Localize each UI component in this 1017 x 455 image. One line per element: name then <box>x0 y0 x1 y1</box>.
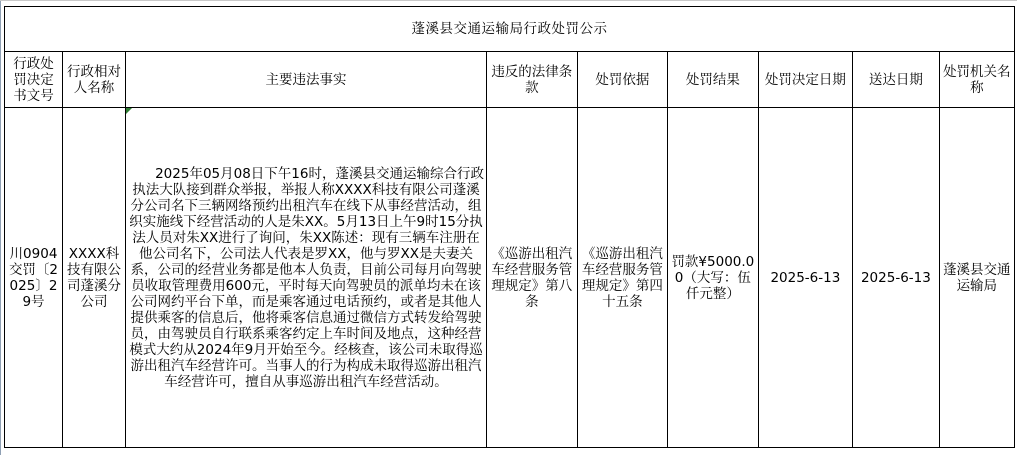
header-facts[interactable]: 主要违法事实 <box>126 52 487 108</box>
facts-text: 2025年05月08日下午16时，蓬溪县交通运输综合行政执法大队接到群众举报，举报人称XXXX科技有限公司蓬溪分公司名下三辆网络预约出租汽车在线下从事经营活动，组织实施线下经营活动的人是朱XX。5月13日上午9时15分执法人员对朱XX进行了询问，朱XX陈述：现有三辆车注册在他公司名下，公司法人代表是罗XX，他与罗XX是夫妻关系，公司的经营业务都是他本人负责，目前公司每月向驾驶员收取管理费用600元，平时每天向驾驶员的派单均未在该公司网约平台下单，而是乘客通过电话预约，或者是其他人提供乘客的信息后，他将乘客信息通过微信方式转发给驾驶员，由驾驶员自行联系乘客约定上车时间及地点，这种经营模式大约从2024年9月开始至今。经核查，该公司未取得巡游出租汽车经营许可。当事人的行为构成未取得巡游出租汽车经营许可，擅自从事巡游出租汽车经营活动。 <box>129 165 484 390</box>
header-party[interactable]: 行政相对人名称 <box>62 52 125 108</box>
header-row <box>5 52 1015 108</box>
cell-law[interactable]: 《巡游出租汽车经营服务管理规定》第八条 <box>487 108 578 448</box>
header-decision-date[interactable]: 处罚决定日期 <box>758 52 853 108</box>
table-row <box>5 108 1015 448</box>
cell-result[interactable]: 罚款¥5000.00（大写：伍仟元整） <box>668 108 759 448</box>
header-doc-no[interactable]: 行政处罚决定书文号 <box>5 52 63 108</box>
cell-basis[interactable]: 《巡游出租汽车经营服务管理规定》第四十五条 <box>577 108 668 448</box>
penalty-disclosure-table <box>4 6 1015 448</box>
cell-decision-date[interactable]: 2025-6-13 <box>758 108 853 448</box>
cell-delivery-date[interactable]: 2025-6-13 <box>853 108 939 448</box>
cell-doc-no[interactable]: 川0904交罚〔2025〕29号 <box>5 108 63 448</box>
cell-facts[interactable] <box>126 108 487 448</box>
page-title[interactable]: 蓬溪县交通运输局行政处罚公示 <box>5 7 1015 52</box>
header-delivery-date[interactable]: 送达日期 <box>853 52 939 108</box>
sheet-left-edge <box>0 0 1 455</box>
cell-authority[interactable]: 蓬溪县交通运输局 <box>939 108 1014 448</box>
header-authority[interactable]: 处罚机关名称 <box>939 52 1014 108</box>
header-law[interactable]: 违反的法律条款 <box>487 52 578 108</box>
sheet-top-edge <box>0 0 1017 1</box>
cell-comment-marker-icon <box>126 108 132 114</box>
header-result[interactable]: 处罚结果 <box>668 52 759 108</box>
header-basis[interactable]: 处罚依据 <box>577 52 668 108</box>
cell-party[interactable]: XXXX科技有限公司蓬溪分公司 <box>62 108 125 448</box>
title-row <box>5 7 1015 52</box>
